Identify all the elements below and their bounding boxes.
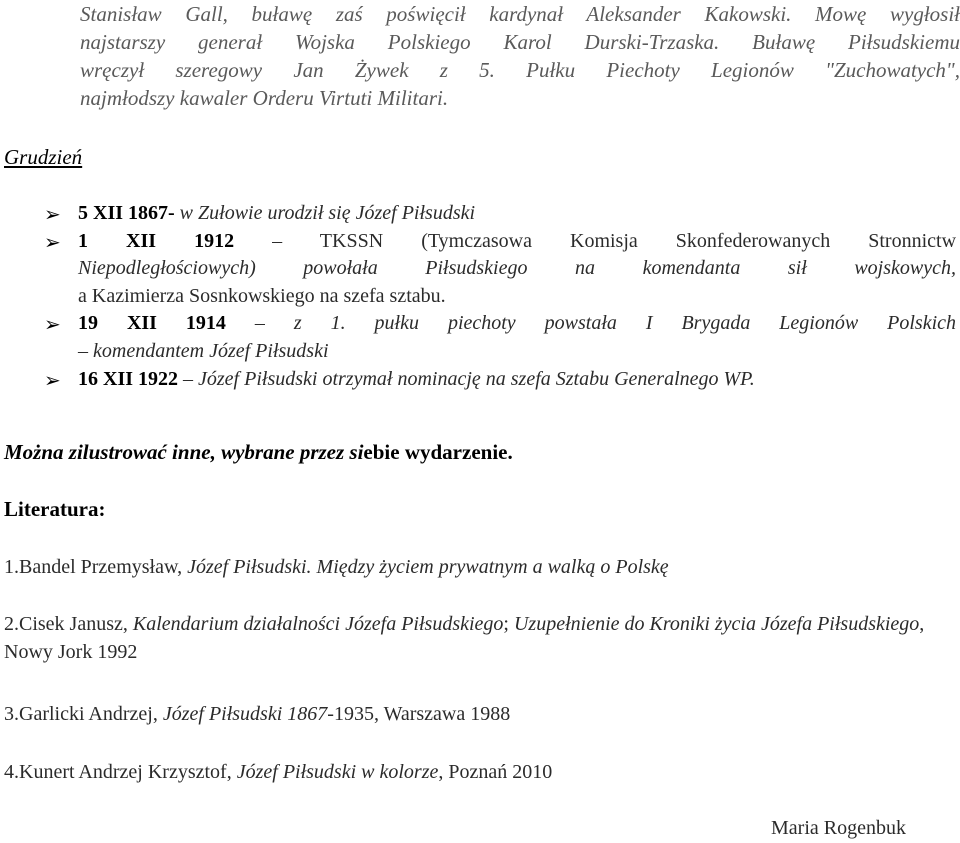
event-date: 19 XII 1914 xyxy=(78,312,226,335)
ref-author: 1.Bandel Przemysław, xyxy=(4,556,188,578)
reference-item xyxy=(4,553,956,581)
note-part: ebie wydarzenie. xyxy=(363,440,513,464)
ref-line xyxy=(4,613,710,635)
ref-publisher: , Poznań 2010 xyxy=(438,761,553,783)
event-line xyxy=(78,228,956,256)
ref-author: 3.Garlicki Andrzej, xyxy=(4,703,163,725)
section-heading-grudzien: Grudzień xyxy=(4,145,83,169)
intro-line: najmłodszy kawaler Orderu Virtuti Militari. xyxy=(80,86,449,110)
author-signature: Maria Rogenbuk xyxy=(771,817,906,839)
event-line xyxy=(78,310,956,338)
intro-line: Stanisław Gall, buławę zaś poświęcił kardynał Aleksander Kakowski. Mowę wygłosił xyxy=(80,2,960,26)
ref-title: Józef Piłsudski w kolorze xyxy=(236,761,439,783)
arrow-bullet-icon: ➢ xyxy=(44,229,61,254)
event-text: – Józef Piłsudski otrzymał nominację na szefa Sztabu Generalnego WP. xyxy=(178,367,755,390)
ref-title: Józef Piłsudski. Między życiem prywatnym a walką o Polskę xyxy=(187,556,669,578)
event-item xyxy=(44,366,956,394)
intro-paragraph xyxy=(80,0,960,112)
event-date: 1 XII 1912 xyxy=(78,229,235,252)
ref-title: życia Józefa Piłsudskiego xyxy=(714,613,920,635)
intro-line: najstarszy generał Wojska Polskiego Karol Durski-Trzaska. Buławę Piłsudskiemu xyxy=(80,30,960,54)
note-part: zilustrować inne, wybrane przez si xyxy=(68,440,364,464)
reference-item xyxy=(4,610,956,666)
event-text: w Zułowie urodził się Józef Piłsudski xyxy=(174,202,476,224)
event-line xyxy=(78,366,956,394)
intro-line: wręczył szeregowy Jan Żywek z 5. Pułku Piechoty Legionów "Zuchowatych", xyxy=(80,58,960,82)
ref-publisher: -1935, Warszawa 1988 xyxy=(327,703,511,725)
events-list xyxy=(44,200,956,393)
arrow-bullet-icon: ➢ xyxy=(44,312,61,337)
note-line xyxy=(4,439,513,465)
arrow-bullet-icon: ➢ xyxy=(44,367,61,392)
note-part: Można xyxy=(4,440,69,464)
reference-item xyxy=(4,700,956,728)
event-line: Niepodległościowych) powołała Piłsudskiego na komendanta sił wojskowych, xyxy=(78,257,956,280)
reference-item xyxy=(4,758,956,786)
arrow-bullet-icon: ➢ xyxy=(44,202,61,226)
ref-author: 4.Kunert Andrzej Krzysztof, xyxy=(4,761,237,783)
event-date: 16 XII 1922 xyxy=(78,367,179,390)
event-line: – komendantem Józef Piłsudski xyxy=(78,339,329,362)
event-date: 5 XII 1867- xyxy=(78,202,175,224)
event-line: a Kazimierza Sosnkowskiego na szefa sztabu. xyxy=(78,284,446,307)
event-item xyxy=(44,310,956,365)
ref-title: Józef Piłsudski 1867 xyxy=(162,703,328,725)
ref-title: Kalendarium działalności Józefa Piłsudskiego xyxy=(132,613,504,635)
ref-publisher: , Nowy Jork 1992 xyxy=(4,613,925,663)
event-line xyxy=(78,200,956,228)
event-item xyxy=(44,228,956,311)
ref-title: Uzupełnienie do Kroniki xyxy=(513,613,710,635)
ref-author: 2.Cisek Janusz, xyxy=(4,613,133,635)
ref-sep: ; xyxy=(503,613,514,635)
event-item xyxy=(44,200,956,228)
event-text: – TKSSN (Tymczasowa Komisja Skonfederowanych Stronnictw xyxy=(234,229,957,252)
event-text: – z 1. pułku piechoty powstała I Brygada Legionów Polskich xyxy=(225,312,957,335)
literature-heading: Literatura: xyxy=(4,497,106,521)
